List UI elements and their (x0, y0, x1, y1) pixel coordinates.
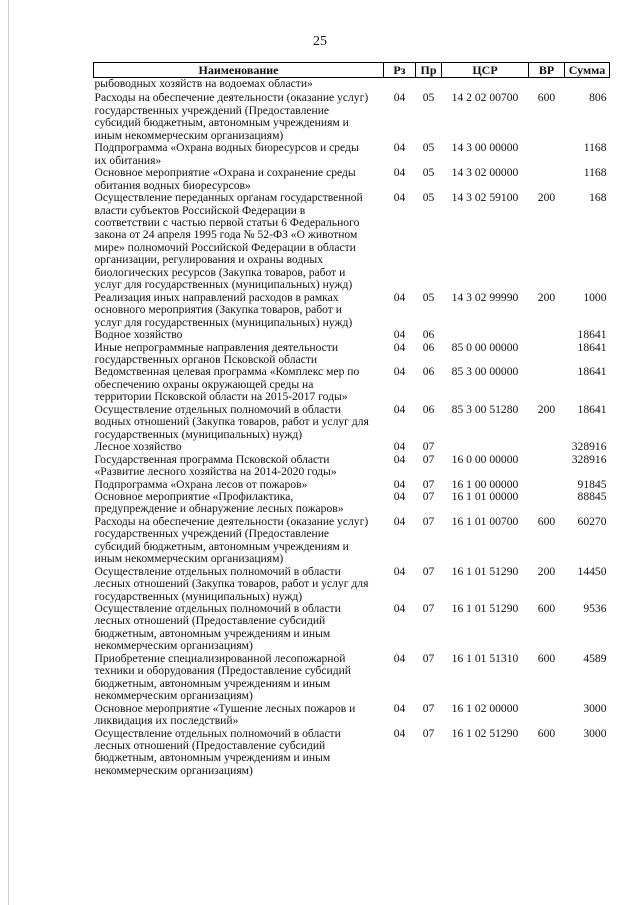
table-row (94, 142, 610, 167)
row-rz: 04 (393, 514, 406, 528)
row-name: Лесное хозяйство (94, 440, 182, 454)
row-rz: 04 (393, 91, 406, 105)
scan-edge-line (8, 0, 9, 905)
row-pr: 05 (422, 191, 435, 205)
row-name: Основное мероприятие «Охрана и сохранение среды обитания водных биоресурсов» (94, 166, 356, 192)
row-name: Приобретение специализированной лесопожарной техники и оборудования (Предоставление субсидий бюджетным, автономным учреждениям и иным некоммерческим организациям) (94, 651, 352, 703)
row-sum: 3000 (583, 726, 607, 740)
row-name: Иные непрограммные направления деятельности государственных органов Псковской области (94, 340, 339, 366)
row-vr: 200 (537, 402, 556, 416)
row-pr: 06 (422, 340, 435, 354)
row-pr: 07 (422, 726, 435, 740)
row-pr: 06 (422, 402, 435, 416)
row-name: Осуществление отдельных полномочий в области лесных отношений (Предоставление субсидий бюджетным, автономным учреждениям и иным некоммерческим организациям) (94, 602, 341, 653)
table-row (94, 366, 610, 403)
row-rz: 04 (393, 726, 406, 740)
row-rz: 04 (393, 141, 406, 155)
row-rz: 04 (393, 452, 406, 466)
continuation-row (94, 78, 610, 93)
row-sum: 1000 (583, 290, 607, 304)
row-name: Подпрограмма «Охрана водных биоресурсов и среды их обитания» (94, 141, 359, 167)
row-csr: 16 1 02 51290 (451, 726, 519, 740)
row-pr: 07 (422, 452, 435, 466)
row-name: Государственная программа Псковской области «Развитие лесного хозяйства на 2014-2020 годы» (94, 452, 337, 479)
row-name: Расходы на обеспечение деятельности (оказание услуг) государственных учреждений (Предоставление субсидий бюджетным, автономным учреждениям и иным некоммерческим организациям) (94, 514, 369, 566)
row-rz: 04 (393, 602, 406, 616)
row-vr: 600 (537, 602, 556, 616)
row-vr (529, 703, 565, 728)
row-sum: 3000 (583, 701, 607, 715)
row-vr (529, 329, 565, 341)
row-pr: 07 (422, 602, 435, 616)
row-rz: 04 (393, 166, 406, 180)
row-name: Ведомственная целевая программа «Комплекс мер по обеспечению охраны окружающей среды на территории Псковской области на 2015-2017 годы» (94, 365, 360, 404)
row-rz: 04 (393, 402, 406, 416)
row-sum: 18641 (577, 365, 607, 379)
row-pr: 07 (422, 477, 435, 491)
row-pr: 07 (422, 701, 435, 715)
table-row (94, 329, 610, 341)
row-rz: 04 (393, 564, 406, 578)
row-pr: 06 (422, 328, 435, 342)
page-number: 25 (313, 34, 327, 49)
row-name: Осуществление отдельных полномочий в области лесных отношений (Предоставление субсидий бюджетным, автономным учреждениям и иным некоммерческим организациям) (94, 726, 341, 777)
row-pr: 05 (422, 91, 435, 105)
table-row (94, 603, 610, 653)
row-vr: 600 (537, 514, 556, 528)
table-row (94, 441, 610, 453)
row-csr: 14 2 02 00700 (451, 91, 519, 105)
row-csr: 85 0 00 00000 (451, 340, 519, 354)
row-rz: 04 (393, 191, 406, 205)
row-rz: 04 (393, 651, 406, 665)
row-rz: 04 (393, 701, 406, 715)
table-row (94, 292, 610, 329)
row-name: Осуществление отдельных полномочий в области водных отношений (Закупка товаров, работ и услуг для государственных (муниципальных) нужд) (94, 402, 369, 441)
row-csr (442, 441, 529, 453)
row-sum: 60270 (577, 514, 607, 528)
table-row (94, 167, 610, 192)
row-name: Основное мероприятие «Профилактика, предупреждение и обнаружение лесных пожаров» (94, 489, 344, 516)
header-name: Наименование (94, 63, 384, 78)
row-name: Основное мероприятие «Тушение лесных пожаров и ликвидация их последствий» (94, 701, 356, 728)
row-pr: 07 (422, 564, 435, 578)
row-name: Расходы на обеспечение деятельности (оказание услуг) государственных учреждений (Предоставление субсидий бюджетным, автономным учреждениям и иным некоммерческим организациям) (94, 91, 369, 142)
table-row (94, 404, 610, 441)
table-header-row (94, 63, 610, 78)
row-rz: 04 (393, 440, 406, 454)
table-row (94, 516, 610, 566)
continuation-text: рыбоводных хозяйств на водоемах области» (94, 77, 313, 90)
row-csr: 85 3 00 51280 (451, 402, 519, 416)
row-sum: 88845 (577, 489, 607, 503)
row-rz: 04 (393, 489, 406, 503)
row-vr (529, 491, 565, 516)
row-name: Осуществление отдельных полномочий в области лесных отношений (Закупка товаров, работ и услуг для государственных (муниципальных) нужд) (94, 564, 369, 603)
row-csr: 14 3 00 00000 (451, 141, 519, 155)
row-csr: 14 3 02 59100 (451, 191, 519, 205)
header-csr: ЦСР (442, 63, 529, 78)
row-name: Реализация иных направлений расходов в рамках основного мероприятия (Закупка товаров, работ и услуг для государственных (муниципальных) нужд) (94, 290, 353, 329)
row-vr (529, 479, 565, 491)
row-sum: 1168 (583, 166, 607, 180)
row-pr: 05 (422, 166, 435, 180)
header-vr: ВР (529, 63, 565, 78)
row-rz: 04 (393, 365, 406, 379)
header-sum: Сумма (565, 63, 610, 78)
row-csr: 16 1 01 00000 (451, 489, 519, 503)
row-sum: 1168 (583, 141, 607, 155)
row-vr: 200 (537, 191, 556, 205)
table-row (94, 703, 610, 728)
row-sum: 4589 (583, 651, 607, 665)
row-csr: 14 3 02 00000 (451, 166, 519, 180)
row-csr: 16 1 00 00000 (451, 477, 519, 491)
row-csr: 16 0 00 00000 (451, 452, 519, 466)
row-pr: 06 (422, 365, 435, 379)
row-sum: 168 (589, 191, 607, 205)
row-name: Подпрограмма «Охрана лесов от пожаров» (94, 477, 308, 491)
row-rz: 04 (393, 328, 406, 342)
row-csr: 16 1 01 51290 (451, 602, 519, 616)
row-vr (529, 366, 565, 403)
table-row (94, 342, 610, 367)
row-sum: 9536 (583, 602, 607, 616)
row-rz: 04 (393, 340, 406, 354)
table-row (94, 192, 610, 292)
table-row (94, 454, 610, 479)
row-pr: 05 (422, 141, 435, 155)
row-pr: 07 (422, 440, 435, 454)
row-sum: 328916 (571, 452, 607, 466)
row-vr (529, 342, 565, 367)
row-name: Осуществление переданных органам государственной власти субъектов Российской Федерации в соответствии с частью первой статьи 6 Федерального закона от 24 апреля 1995 года № 52-ФЗ «О животном мире» полномочий Российской Федерации в области организации, регулирования и охраны водных биологических ресурсов (Закупка товаров, работ и услуг для государственных (муниципальных) нужд) (94, 191, 363, 292)
row-pr: 07 (422, 489, 435, 503)
row-csr: 16 1 01 51310 (451, 651, 519, 665)
row-vr (529, 454, 565, 479)
table-row (94, 653, 610, 703)
row-csr: 16 1 01 51290 (451, 564, 519, 578)
row-vr (529, 167, 565, 192)
row-vr: 200 (537, 564, 556, 578)
row-sum: 14450 (577, 564, 607, 578)
row-sum: 18641 (577, 328, 607, 342)
row-vr: 600 (537, 91, 556, 105)
row-sum: 806 (589, 91, 607, 105)
row-pr: 07 (422, 651, 435, 665)
table-row (94, 728, 610, 778)
row-sum: 18641 (577, 402, 607, 416)
row-vr (529, 441, 565, 453)
row-vr: 600 (537, 651, 556, 665)
row-sum: 18641 (577, 340, 607, 354)
table-row (94, 92, 610, 142)
row-csr: 14 3 02 99990 (451, 290, 519, 304)
header-pr: Пр (416, 63, 442, 78)
row-pr: 07 (422, 514, 435, 528)
row-rz: 04 (393, 477, 406, 491)
row-vr (529, 142, 565, 167)
row-sum: 328916 (571, 440, 607, 454)
row-vr: 600 (537, 726, 556, 740)
table-row (94, 491, 610, 516)
row-csr: 16 1 01 00700 (451, 514, 519, 528)
row-vr: 200 (537, 290, 556, 304)
table-row (94, 566, 610, 603)
row-rz: 04 (393, 290, 406, 304)
row-name: Водное хозяйство (94, 328, 183, 342)
row-sum: 91845 (577, 477, 607, 491)
row-csr: 85 3 00 00000 (451, 365, 519, 379)
row-pr: 05 (422, 290, 435, 304)
budget-table (93, 62, 609, 777)
row-csr (442, 329, 529, 341)
row-csr: 16 1 02 00000 (451, 701, 519, 715)
header-rz: Рз (384, 63, 416, 78)
